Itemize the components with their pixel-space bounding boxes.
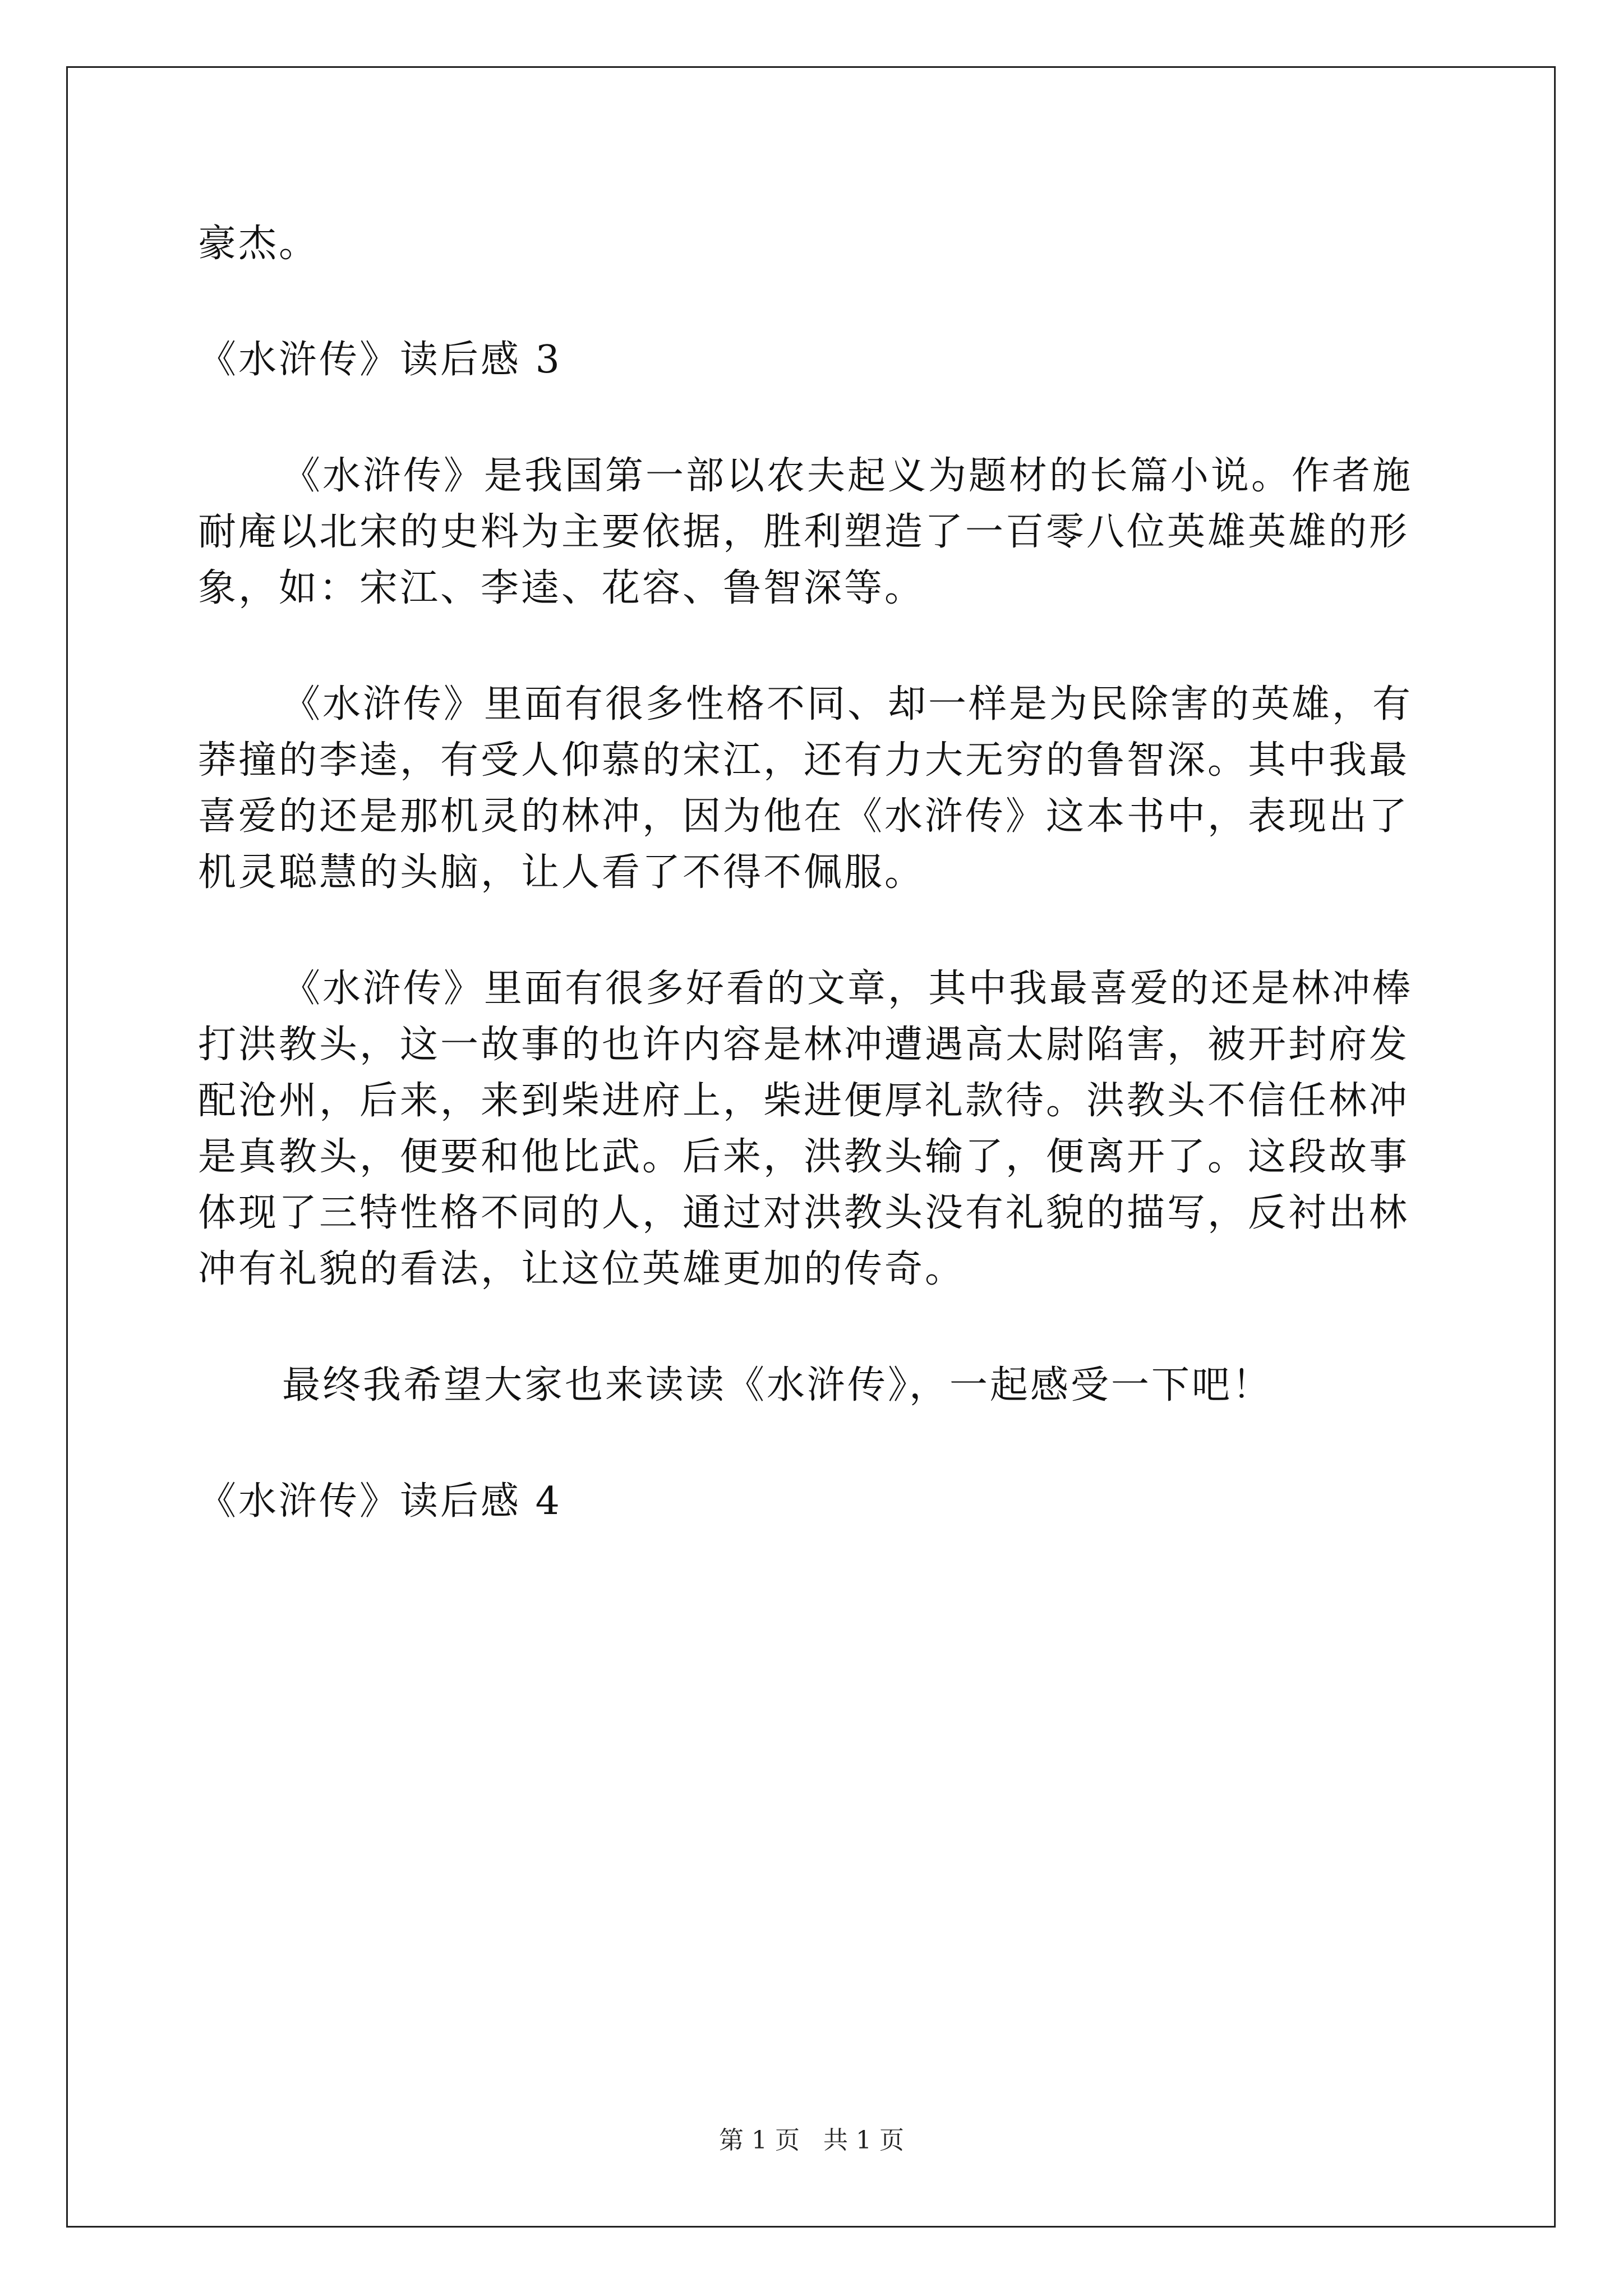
heading-text: 《水浒传》读后感 4: [198, 1479, 562, 1524]
text-line: 耐庵以北宋的史料为主要依据，胜利塑造了一百零八位英雄英雄的形: [198, 510, 1410, 554]
text-line: 莽撞的李逵，有受人仰慕的宋江，还有力大无穷的鲁智深。其中我最: [198, 738, 1410, 783]
text-line: 打洪教头，这一故事的也许内容是林冲遭遇高太尉陷害，被开封府发: [198, 1023, 1410, 1067]
text-line: 喜爱的还是那机灵的林冲，因为他在《水浒传》这本书中，表现出了: [198, 794, 1410, 839]
paragraph: [198, 961, 1432, 1297]
text-line: 配沧州，后来，来到柴进府上，柴进便厚礼款待。洪教头不信任林冲: [198, 1079, 1410, 1123]
paragraph: [198, 448, 1432, 616]
text-line: 象，如：宋江、李逵、花容、鲁智深等。: [198, 566, 925, 610]
page-footer: 第 1 页 共 1 页: [719, 2126, 904, 2155]
text-line: 机灵聪慧的头脑，让人看了不得不佩服。: [198, 850, 925, 895]
text-line: 《水浒传》里面有很多好看的文章，其中我最喜爱的还是林冲棒: [282, 967, 1413, 1011]
text-line: 体现了三特性格不同的人，通过对洪教头没有礼貌的描写，反衬出林: [198, 1191, 1410, 1235]
text-line: 最终我希望大家也来读读《水浒传》，一起感受一下吧！: [282, 1363, 1273, 1407]
section-heading: [198, 1474, 1432, 1530]
text-line: 冲有礼貌的看法，让这位英雄更加的传奇。: [198, 1247, 966, 1291]
text-line: 《水浒传》里面有很多性格不同、却一样是为民除害的英雄，有: [282, 682, 1413, 726]
heading-text: 《水浒传》读后感 3: [198, 338, 562, 382]
paragraph: [198, 677, 1432, 901]
paragraph: [198, 216, 1432, 272]
text-line: 《水浒传》是我国第一部以农夫起义为题材的长篇小说。作者施: [282, 454, 1413, 498]
text-line: 豪杰。: [198, 222, 320, 266]
document-body: [198, 216, 1432, 1530]
paragraph: [198, 1358, 1432, 1414]
text-line: 是真教头，便要和他比武。后来，洪教头输了，便离开了。这段故事: [198, 1135, 1410, 1179]
section-heading: [198, 332, 1432, 388]
